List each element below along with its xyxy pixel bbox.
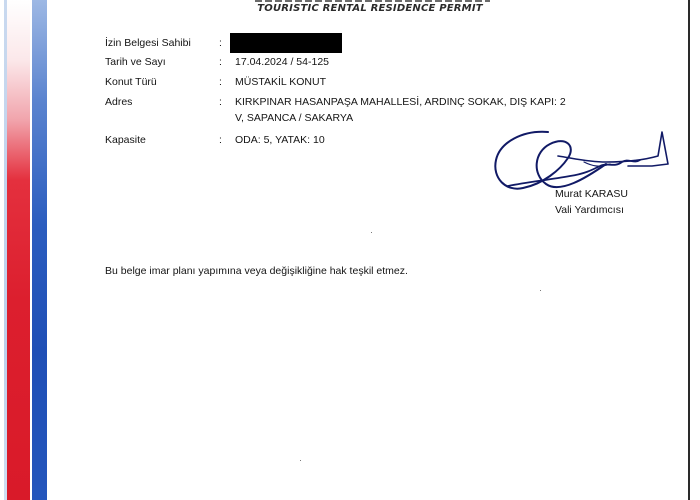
field-colon: :	[219, 37, 222, 49]
field-colon: :	[219, 56, 222, 68]
field-colon: :	[219, 134, 222, 146]
redaction-box	[230, 33, 342, 53]
left-stripe-blue	[32, 0, 47, 500]
field-colon: :	[219, 76, 222, 88]
field-value: 17.04.2024 / 54-125	[235, 56, 329, 68]
field-label: Tarih ve Sayı	[105, 56, 166, 68]
field-label: Konut Türü	[105, 76, 157, 88]
field-label: Adres	[105, 96, 133, 108]
field-value: MÜSTAKİL KONUT	[235, 76, 327, 88]
signatory-name: Murat KARASU	[555, 188, 628, 200]
field-label: İzin Belgesi Sahibi	[105, 37, 191, 49]
scan-speck	[540, 290, 541, 291]
field-label: Kapasite	[105, 134, 146, 146]
scan-speck	[300, 460, 301, 461]
cropped-header-text	[255, 0, 490, 2]
signatory-title: Vali Yardımcısı	[555, 204, 624, 216]
permit-title: TOURISTIC RENTAL RESIDENCE PERMIT	[257, 3, 483, 14]
right-page-edge	[688, 0, 690, 500]
left-stripe-red	[7, 0, 30, 500]
scan-speck	[371, 232, 372, 233]
field-value: KIRKPINAR HASANPAŞA MAHALLESİ, ARDINÇ SOKAK, DIŞ KAPI: 2 V, SAPANCA / SAKARYA	[235, 96, 566, 124]
field-colon: :	[219, 96, 222, 108]
field-value: ODA: 5, YATAK: 10	[235, 134, 325, 146]
legal-note: Bu belge imar planı yapımına veya değişikliğine hak teşkil etmez.	[105, 265, 408, 277]
